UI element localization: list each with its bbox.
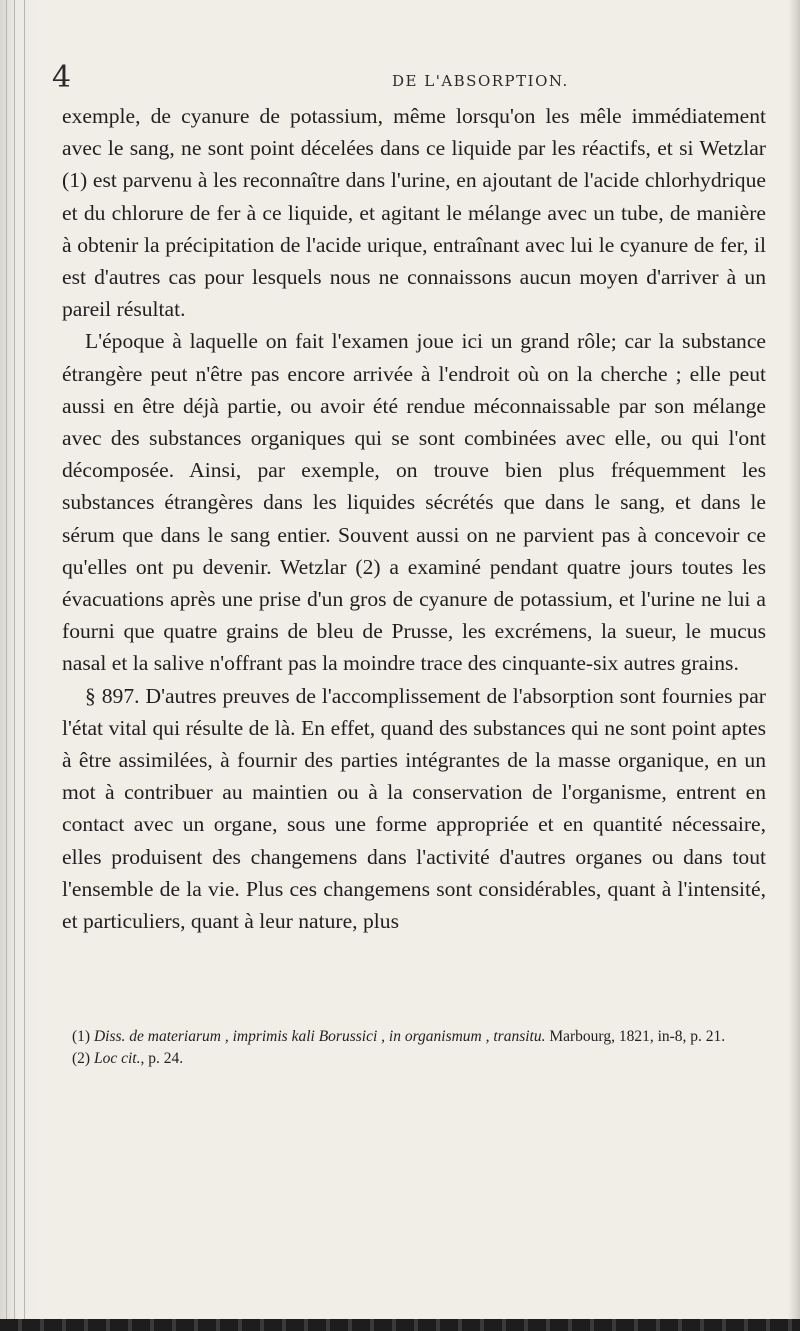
paragraph-1: exemple, de cyanure de potassium, même lorsqu'on les mêle immédiatement avec le sang, ne sont point décelées dans ce liquide par les réactifs, et si Wetzlar (1) est parvenu à les reconnaître dans l'urine, en ajoutant de l'acide chlorhydrique et du chlorure de fer à ce liquide, et agitant le mélange avec un tube, de manière à obtenir la précipitation de l'acide urique, entraînant avec lui le cyanure de fer, il est d'autres cas pour lesquels nous ne connaissons aucun moyen d'arriver à un pareil résultat. [62, 104, 766, 322]
paragraph-2: L'époque à laquelle on fait l'examen joue ici un grand rôle; car la substance étrangère peut n'être pas encore arrivée à l'endroit où on la cherche ; elle peut aussi en être déjà partie, ou avoir été rendue méconnaissable par son mélange avec des substances organiques qui se sont combinées avec elle, ou qui l'ont décomposée. Ainsi, par exemple, on trouve bien plus fréquemment les substances étrangères dans les liquides sécrétés que dans le sang, et dans le sérum que dans le sang entier. Souvent aussi on ne parvient pas à concevoir ce qu'elles ont pu devenir. Wetzlar (2) a examiné pendant quatre jours toutes les évacuations après une prise d'un gros de cyanure de potassium, et l'urine ne lui a fourni que quatre grains de bleu de Prusse, les excrémens, la sueur, le mucus nasal et la salive n'offrant pas la moindre trace des cinquante-six autres grains. [62, 329, 766, 676]
footnote-2 [72, 1048, 762, 1070]
footnote-1-mark: (1) [72, 1028, 91, 1045]
page-number: 4 [52, 60, 72, 95]
footnote-1 [72, 1026, 762, 1048]
footnote-1-details: Marbourg, 1821, in-8, p. 21. [545, 1028, 726, 1045]
page-edge-right [788, 0, 800, 1331]
footnote-2-ref: Loc cit. [93, 1050, 141, 1067]
body-text [62, 100, 766, 937]
paragraph-3: § 897. D'autres preuves de l'accomplissement de l'absorption sont fournies par l'état vital qui résulte de là. En effet, quand des substances qui ne sont point aptes à être assimilées, à fournir des parties intégrantes de la masse organique, en un mot à contribuer au maintien ou à la conservation de l'organisme, entrent en contact avec un organe, sous une forme appropriée et en quantité nécessaire, elles produisent des changemens dans l'activité d'autres organes ou dans tout l'ensemble de la vie. Plus ces changemens sont considérables, quant à l'intensité, et particuliers, quant à leur nature, plus [62, 683, 766, 934]
binding-line [6, 0, 7, 1331]
footnote-1-title: Diss. de materiarum , imprimis kali Borussici , in organismum , transitu. [93, 1028, 546, 1045]
page-edge-bottom [0, 1319, 800, 1331]
binding-line [14, 0, 15, 1331]
footnote-2-mark: (2) [72, 1050, 91, 1067]
footnote-2-details: , p. 24. [140, 1050, 184, 1067]
running-title: DE L'ABSORPTION. [392, 72, 569, 90]
footnotes [72, 1026, 762, 1070]
binding-line [24, 0, 25, 1331]
page-header [52, 60, 752, 95]
